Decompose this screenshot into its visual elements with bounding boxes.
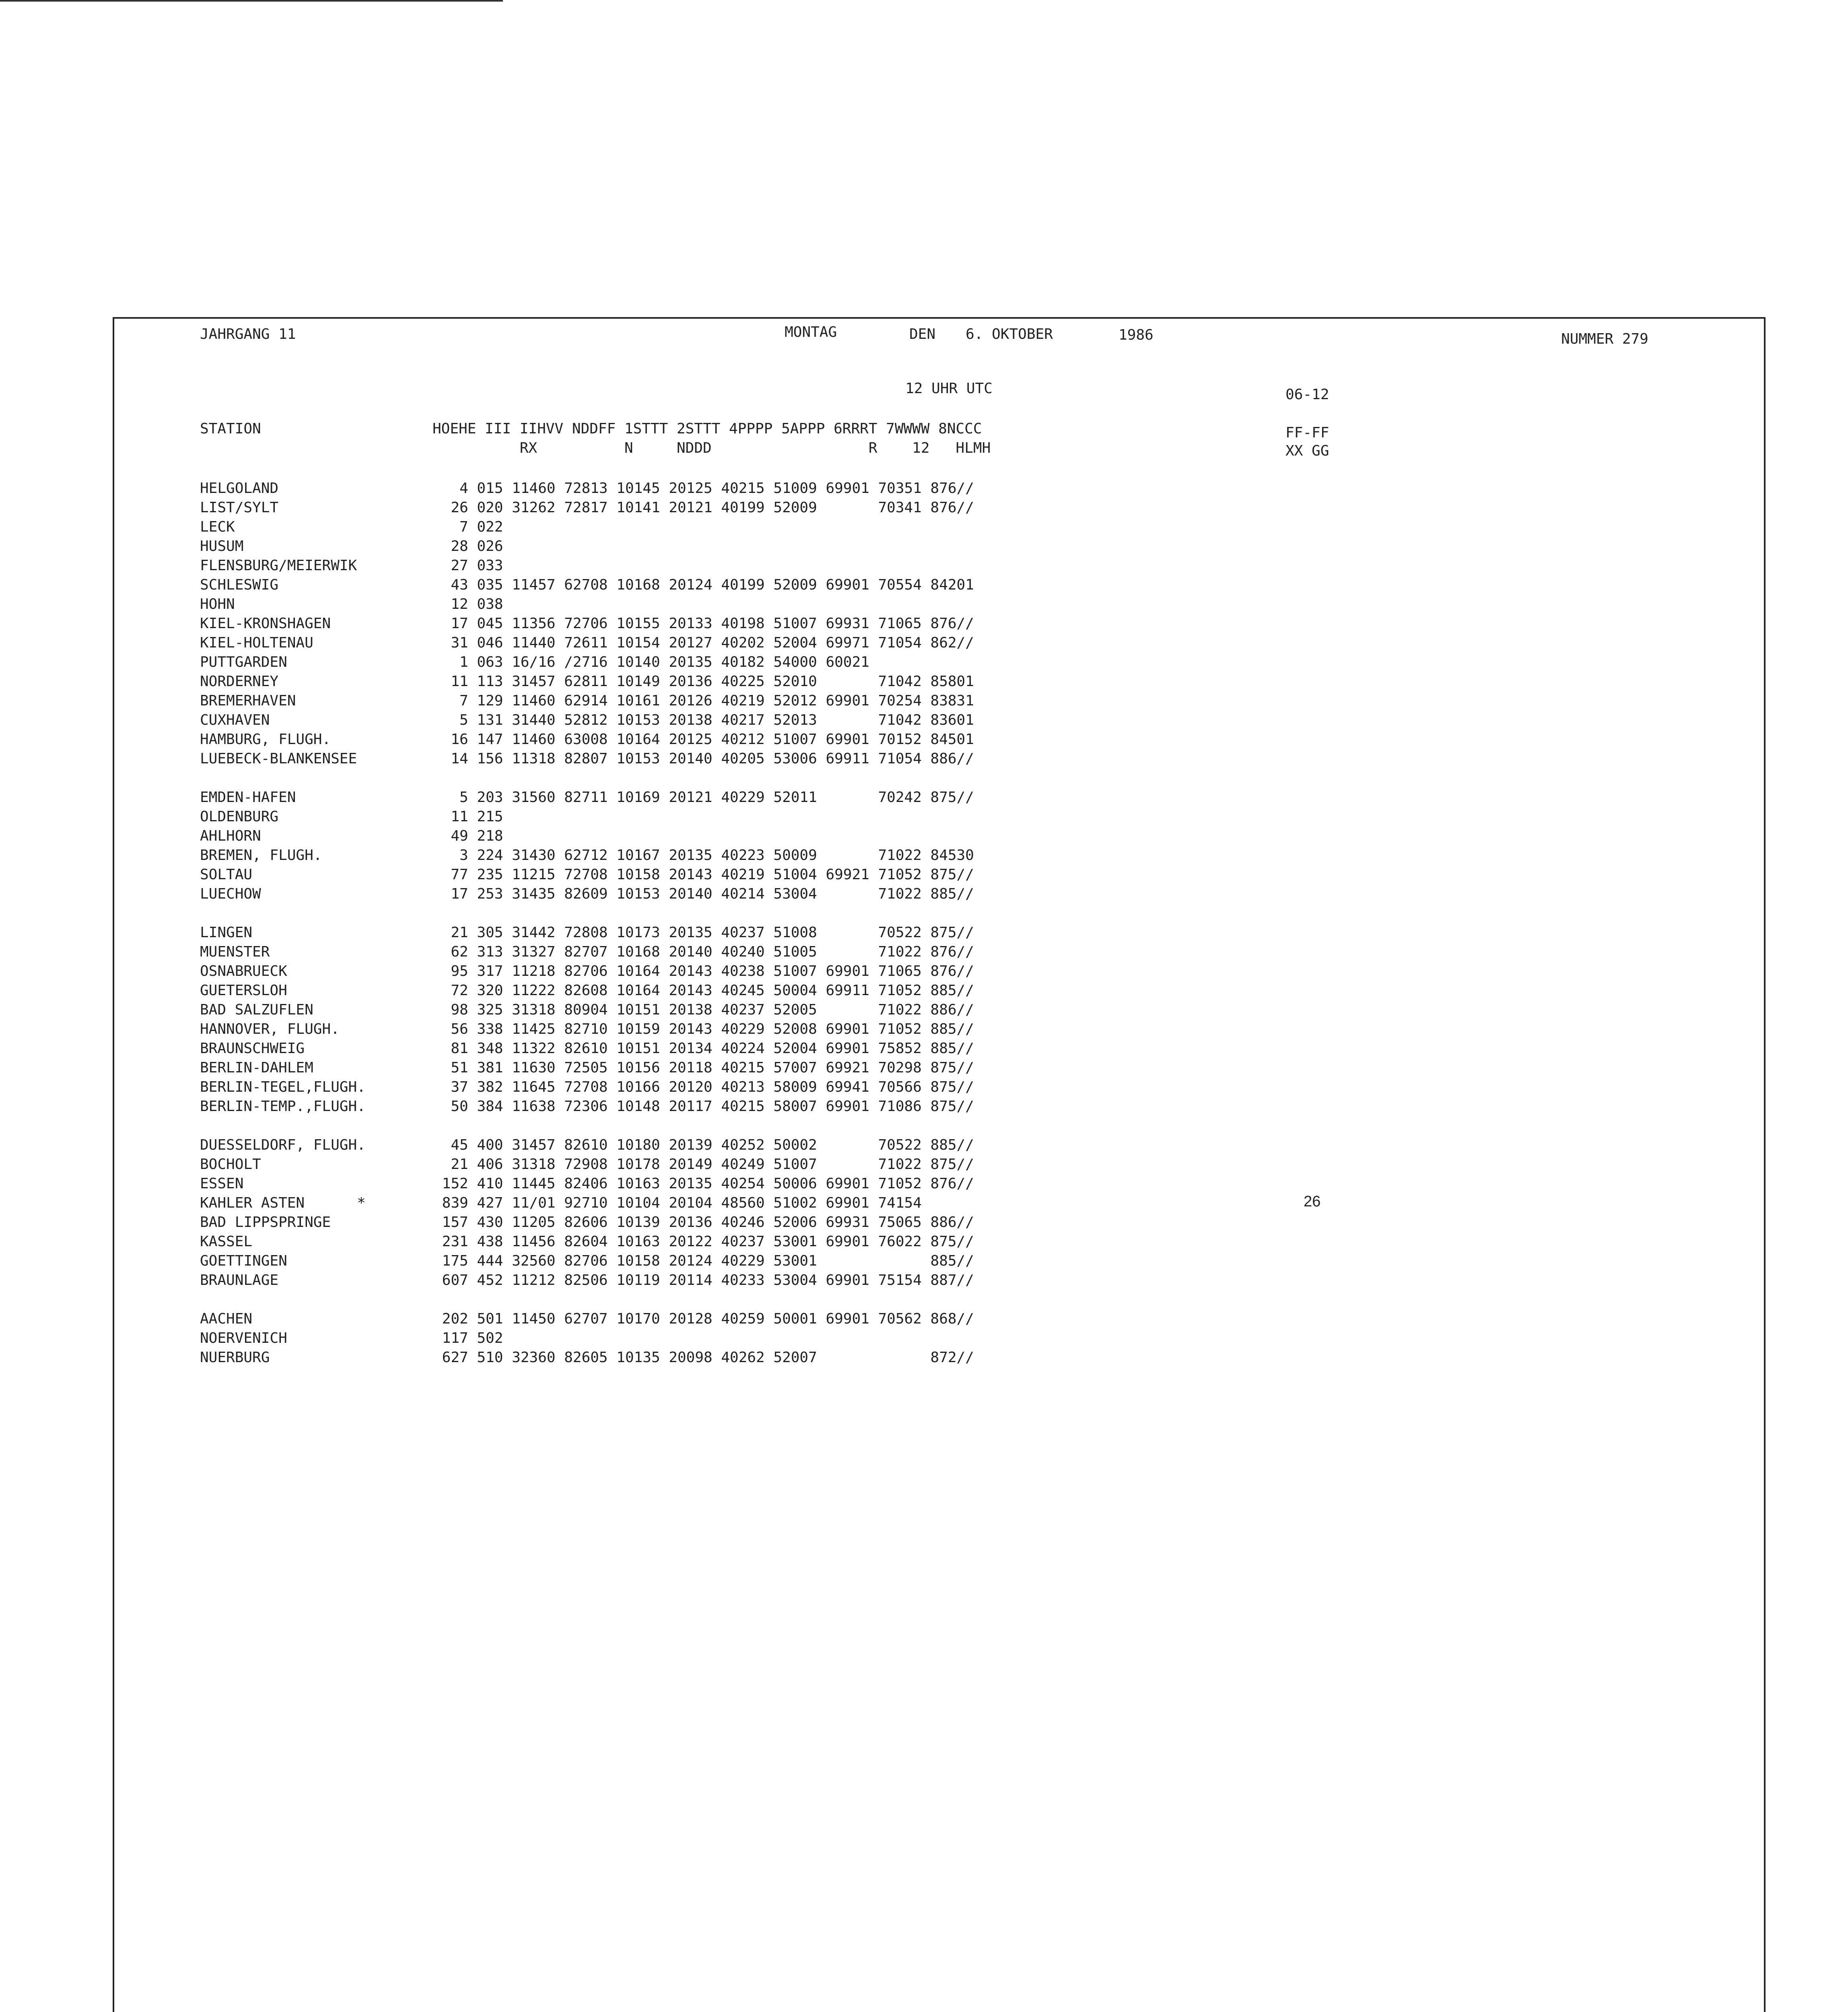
station-values: 28 026 bbox=[433, 538, 503, 555]
den: DEN bbox=[909, 326, 936, 342]
station-table bbox=[200, 479, 974, 1367]
station-name: KIEL-KRONSHAGEN bbox=[200, 615, 331, 632]
table-row bbox=[200, 1000, 974, 1020]
date: 6. OKTOBER bbox=[966, 326, 1053, 342]
table-row bbox=[200, 633, 974, 653]
table-row bbox=[200, 517, 974, 537]
station-values: 56 338 11425 82710 10159 20143 40229 52008 69901 71052 885// bbox=[433, 1021, 974, 1037]
station-values: 17 253 31435 82609 10153 20140 40214 53004 71022 885// bbox=[433, 886, 974, 902]
station-values: 72 320 11222 82608 10164 20143 40245 50004 69911 71052 885// bbox=[433, 982, 974, 999]
station-name: OLDENBURG bbox=[200, 808, 279, 825]
nummer: NUMMER 279 bbox=[1561, 331, 1648, 347]
station-name: BERLIN-TEGEL,FLUGH. bbox=[200, 1079, 366, 1095]
station-values: 7 129 11460 62914 10161 20126 40219 52012 69901 70254 83831 bbox=[433, 693, 974, 709]
station-name: OSNABRUECK bbox=[200, 963, 287, 979]
table-row bbox=[200, 1155, 974, 1174]
station-values: 51 381 11630 72505 10156 20118 40215 57007 69921 70298 875// bbox=[433, 1060, 974, 1076]
station-name: LUECHOW bbox=[200, 886, 261, 902]
station-values: 202 501 11450 62707 10170 20128 40259 50001 69901 70562 868// bbox=[433, 1311, 974, 1327]
station-name: NOERVENICH bbox=[200, 1330, 287, 1346]
station-name: BRAUNLAGE bbox=[200, 1272, 279, 1288]
station-values: 45 400 31457 82610 10180 20139 40252 50002 70522 885// bbox=[433, 1137, 974, 1153]
station-name: HUSUM bbox=[200, 538, 244, 555]
station-values: 117 502 bbox=[433, 1330, 503, 1346]
station-name: LIST/SYLT bbox=[200, 499, 279, 516]
station-values: 17 045 11356 72706 10155 20133 40198 51007 69931 71065 876// bbox=[433, 615, 974, 632]
station-name: DUESSELDORF, FLUGH. bbox=[200, 1137, 366, 1153]
table-row bbox=[200, 653, 974, 672]
station-name: BREMEN, FLUGH. bbox=[200, 847, 322, 864]
table-row bbox=[200, 981, 974, 1000]
station-name: LINGEN bbox=[200, 924, 253, 941]
table-row bbox=[200, 1136, 974, 1155]
table-row bbox=[200, 788, 974, 807]
table-row bbox=[200, 962, 974, 981]
station-values: 62 313 31327 82707 10168 20140 40240 51005 71022 876// bbox=[433, 944, 974, 960]
table-row bbox=[200, 595, 974, 614]
table-row bbox=[200, 1213, 974, 1232]
station-values: 77 235 11215 72708 10158 20143 40219 51004 69921 71052 875// bbox=[433, 866, 974, 883]
station-values: 81 348 11322 82610 10151 20134 40224 52004 69901 75852 885// bbox=[433, 1040, 974, 1057]
station-values: 11 215 bbox=[433, 808, 503, 825]
table-row bbox=[200, 730, 974, 749]
table-row bbox=[200, 1039, 974, 1058]
side-number: 26 bbox=[1304, 1193, 1321, 1210]
table-row bbox=[200, 1251, 974, 1271]
table-row bbox=[200, 827, 974, 846]
station-values: 157 430 11205 82606 10139 20136 40246 52006 69931 75065 886// bbox=[433, 1214, 974, 1231]
top-rule bbox=[0, 0, 503, 2]
station-name: BERLIN-DAHLEM bbox=[200, 1060, 313, 1076]
table-row bbox=[200, 884, 974, 904]
station-name: FLENSBURG/MEIERWIK bbox=[200, 557, 357, 574]
table-row bbox=[200, 1020, 974, 1039]
station-values: 5 203 31560 82711 10169 20121 40229 52011 70242 875// bbox=[433, 789, 974, 806]
station-name: AACHEN bbox=[200, 1311, 253, 1327]
station-values: 26 020 31262 72817 10141 20121 40199 52009 70341 876// bbox=[433, 499, 974, 516]
station-values: 607 452 11212 82506 10119 20114 40233 53004 69901 75154 887// bbox=[433, 1272, 974, 1288]
station-name: SOLTAU bbox=[200, 866, 253, 883]
table-row bbox=[200, 1194, 974, 1213]
table-row bbox=[200, 498, 974, 517]
table-row bbox=[200, 865, 974, 884]
table-row bbox=[200, 1097, 974, 1116]
station-values: 14 156 11318 82807 10153 20140 40205 53006 69911 71054 886// bbox=[433, 750, 974, 767]
station-name: HOHN bbox=[200, 596, 235, 612]
station-values: 152 410 11445 82406 10163 20135 40254 50006 69901 71052 876// bbox=[433, 1175, 974, 1192]
station-name: CUXHAVEN bbox=[200, 712, 270, 728]
station-values: 16 147 11460 63008 10164 20125 40212 51007 69901 70152 84501 bbox=[433, 731, 974, 748]
table-row bbox=[200, 923, 974, 942]
side-code: 06-12 bbox=[1286, 386, 1329, 403]
station-name: NUERBURG bbox=[200, 1349, 270, 1366]
cols-row1: HOEHE III IIHVV NDDFF 1STTT 2STTT 4PPPP 5APPP 6RRRT 7WWWW 8NCCC bbox=[433, 421, 982, 437]
station-values: 98 325 31318 80904 10151 20138 40237 52005 71022 886// bbox=[433, 1002, 974, 1018]
station-name: EMDEN-HAFEN bbox=[200, 789, 296, 806]
legend-2: XX GG bbox=[1286, 443, 1329, 459]
table-row bbox=[200, 479, 974, 498]
table-row bbox=[200, 1078, 974, 1097]
station-name: BREMERHAVEN bbox=[200, 693, 296, 709]
station-name: SCHLESWIG bbox=[200, 577, 279, 593]
station-name: GUETERSLOH bbox=[200, 982, 287, 999]
station-name: HELGOLAND bbox=[200, 480, 279, 497]
station-name: KIEL-HOLTENAU bbox=[200, 635, 313, 651]
station-values: 3 224 31430 62712 10167 20135 40223 50009 71022 84530 bbox=[433, 847, 974, 864]
station-values: 49 218 bbox=[433, 828, 503, 844]
table-row bbox=[200, 575, 974, 595]
table-row bbox=[200, 672, 974, 691]
station-values: 21 406 31318 72908 10178 20149 40249 51007 71022 875// bbox=[433, 1156, 974, 1173]
table-row bbox=[200, 749, 974, 769]
legend-1: FF-FF bbox=[1286, 425, 1329, 441]
station-name: PUTTGARDEN bbox=[200, 654, 287, 670]
station-values: 95 317 11218 82706 10164 20143 40238 51007 69901 71065 876// bbox=[433, 963, 974, 979]
station-values: 175 444 32560 82706 10158 20124 40229 53001 885// bbox=[433, 1253, 974, 1269]
day: MONTAG bbox=[785, 324, 837, 340]
station-name: KAHLER ASTEN * bbox=[200, 1195, 366, 1211]
group-gap bbox=[200, 1290, 974, 1309]
station-name: HAMBURG, FLUGH. bbox=[200, 731, 331, 748]
station-name: BRAUNSCHWEIG bbox=[200, 1040, 305, 1057]
station-name: KASSEL bbox=[200, 1233, 253, 1250]
station-values: 12 038 bbox=[433, 596, 503, 612]
station-values: 5 131 31440 52812 10153 20138 40217 52013 71042 83601 bbox=[433, 712, 974, 728]
cols-row2: RX N NDDD R 12 HLMH bbox=[433, 440, 991, 456]
col-station: STATION bbox=[200, 421, 261, 437]
station-name: HANNOVER, FLUGH. bbox=[200, 1021, 340, 1037]
station-values: 43 035 11457 62708 10168 20124 40199 52009 69901 70554 84201 bbox=[433, 577, 974, 593]
table-row bbox=[200, 614, 974, 633]
table-row bbox=[200, 942, 974, 962]
table-row bbox=[200, 1232, 974, 1251]
station-name: BOCHOLT bbox=[200, 1156, 261, 1173]
station-name: MUENSTER bbox=[200, 944, 270, 960]
station-values: 11 113 31457 62811 10149 20136 40225 52010 71042 85801 bbox=[433, 673, 974, 690]
table-row bbox=[200, 711, 974, 730]
station-values: 21 305 31442 72808 10173 20135 40237 51008 70522 875// bbox=[433, 924, 974, 941]
table-row bbox=[200, 1271, 974, 1290]
station-name: ESSEN bbox=[200, 1175, 244, 1192]
station-values: 231 438 11456 82604 10163 20122 40237 53001 69901 76022 875// bbox=[433, 1233, 974, 1250]
station-values: 1 063 16/16 /2716 10140 20135 40182 54000 60021 bbox=[433, 654, 869, 670]
station-name: LUEBECK-BLANKENSEE bbox=[200, 750, 357, 767]
station-values: 7 022 bbox=[433, 519, 503, 535]
station-name: AHLHORN bbox=[200, 828, 261, 844]
station-name: BAD LIPPSPRINGE bbox=[200, 1214, 331, 1231]
table-row bbox=[200, 1058, 974, 1078]
group-gap bbox=[200, 1116, 974, 1136]
station-name: NORDERNEY bbox=[200, 673, 279, 690]
station-values: 50 384 11638 72306 10148 20117 40215 58007 69901 71086 875// bbox=[433, 1098, 974, 1115]
table-row bbox=[200, 1174, 974, 1194]
group-gap bbox=[200, 769, 974, 788]
table-row bbox=[200, 1329, 974, 1348]
table-row bbox=[200, 691, 974, 711]
station-values: 37 382 11645 72708 10166 20120 40213 58009 69941 70566 875// bbox=[433, 1079, 974, 1095]
year: 1986 bbox=[1119, 327, 1154, 343]
station-values: 31 046 11440 72611 10154 20127 40202 52004 69971 71054 862// bbox=[433, 635, 974, 651]
time: 12 UHR UTC bbox=[905, 380, 993, 397]
jahrgang: JAHRGANG 11 bbox=[200, 326, 296, 342]
table-row bbox=[200, 846, 974, 865]
table-row bbox=[200, 1309, 974, 1329]
station-name: LECK bbox=[200, 519, 235, 535]
station-name: BAD SALZUFLEN bbox=[200, 1002, 313, 1018]
station-values: 627 510 32360 82605 10135 20098 40262 52007 872// bbox=[433, 1349, 974, 1366]
table-row bbox=[200, 537, 974, 556]
station-name: GOETTINGEN bbox=[200, 1253, 287, 1269]
table-row bbox=[200, 1348, 974, 1367]
table-row bbox=[200, 556, 974, 575]
station-values: 839 427 11/01 92710 10104 20104 48560 51002 69901 74154 bbox=[433, 1195, 922, 1211]
group-gap bbox=[200, 904, 974, 923]
station-name: BERLIN-TEMP.,FLUGH. bbox=[200, 1098, 366, 1115]
station-values: 4 015 11460 72813 10145 20125 40215 51009 69901 70351 876// bbox=[433, 480, 974, 497]
station-values: 27 033 bbox=[433, 557, 503, 574]
table-row bbox=[200, 807, 974, 827]
